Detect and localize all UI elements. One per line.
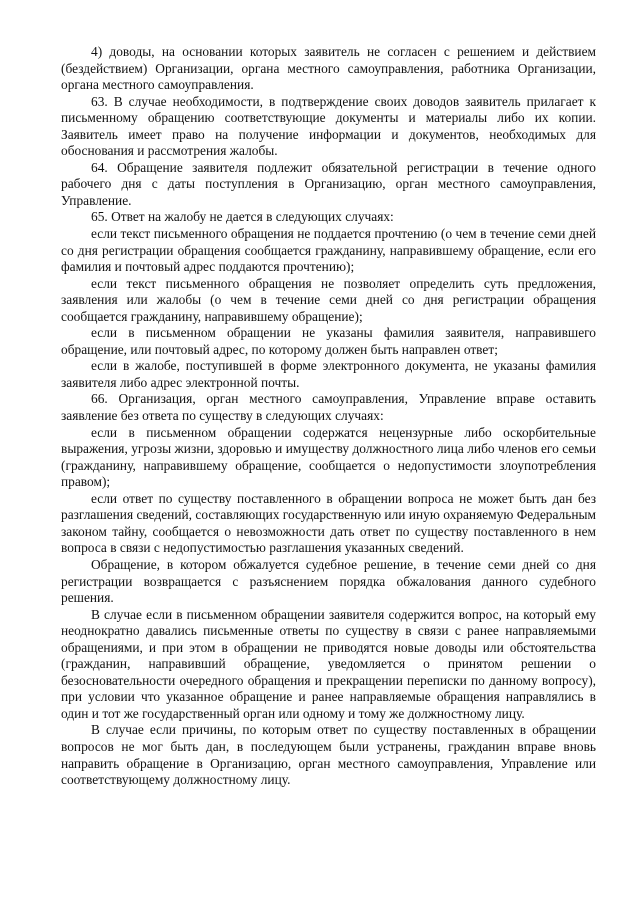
paragraph-reasons-eliminated: В случае если причины, по которым ответ по существу поставленных в обращении вопросов не мог быть дан, в последующем были устранены, гражданин вправе вновь направить обращение в Организацию, орган местного самоуправления, Управление или соответствующему должностному лицу. — [61, 722, 596, 788]
paragraph-65-case-no-address: если в письменном обращении не указаны фамилия заявителя, направившего обращение, или почтовый адрес, по которому должен быть направлен ответ; — [61, 325, 596, 357]
paragraph-item-4-arguments: 4) доводы, на основании которых заявитель не согласен с решением и действием (бездействием) Организации, органа местного самоуправления, работника Организации, органа местного самоуправления. — [61, 44, 596, 93]
paragraph-repeated-appeal: В случае если в письменном обращении заявителя содержится вопрос, на который ему неоднократно давались письменные ответы по существу в связи с ранее направляемыми обращениями, и при этом в обращении не приводятся новые доводы или обстоятельства (гражданин, направивший обращение, уведомляется о принятом решении о безосновательности очередного обращения и прекращении переписки по данному вопросу), при условии что указанное обращение и ранее направляемые обращения направлялись в один и тот же государственный орган или одному и тому же должностному лицу. — [61, 606, 596, 721]
paragraph-64-registration: 64. Обращение заявителя подлежит обязательной регистрации в течение одного рабочего дня с даты поступления в Организацию, орган местного самоуправления, Управление. — [61, 159, 596, 208]
paragraph-63-supporting-documents: 63. В случае необходимости, в подтверждение своих доводов заявитель прилагает к письменному обращению соответствующие документы и материалы либо их копии. Заявитель имеет право на получение информации и документов, необходимых для обоснования и рассмотрения жалобы. — [61, 93, 596, 159]
document-page — [61, 44, 596, 789]
paragraph-court-decision: Обращение, в котором обжалуется судебное решение, в течение семи дней со дня регистрации возвращается с разъяснением порядка обжалования данного судебного решения. — [61, 556, 596, 606]
paragraph-65-no-answer-cases: 65. Ответ на жалобу не дается в следующих случаях: — [91, 209, 394, 225]
paragraph-66-case-obscene: если в письменном обращении содержатся нецензурные либо оскорбительные выражения, угрозы жизни, здоровью и имуществу должностного лица либо членов его семьи (гражданину, направившему обращение, сообщается о недопустимости злоупотребления правом); — [61, 424, 596, 490]
paragraph-66-leave-without-answer: 66. Организация, орган местного самоуправления, Управление вправе оставить заявление без ответа по существу в следующих случаях: — [61, 391, 596, 424]
paragraph-66-case-secret: если ответ по существу поставленного в обращении вопроса не может быть дан без разглашения сведений, составляющих государственную или иную охраняемую Федеральным законом тайну, сообщается о невозможности дать ответ по существу поставленного в нем вопроса в связи с недопустимостью разглашения указанных сведений. — [61, 490, 596, 556]
paragraph-65-case-unclear: если текст письменного обращения не позволяет определить суть предложения, заявления или жалобы (о чем в течение семи дней со дня регистрации обращения сообщается гражданину, направившему обращение); — [61, 275, 596, 324]
paragraph-65-case-unreadable: если текст письменного обращения не поддается прочтению (о чем в течение семи дней со дня регистрации обращения сообщается гражданину, направившему обращение, если его фамилия и почтовый адрес поддаются прочтению); — [61, 226, 596, 275]
paragraph-65-case-no-email: если в жалобе, поступившей в форме электронного документа, не указаны фамилия заявителя либо адрес электронной почты. — [61, 358, 596, 390]
